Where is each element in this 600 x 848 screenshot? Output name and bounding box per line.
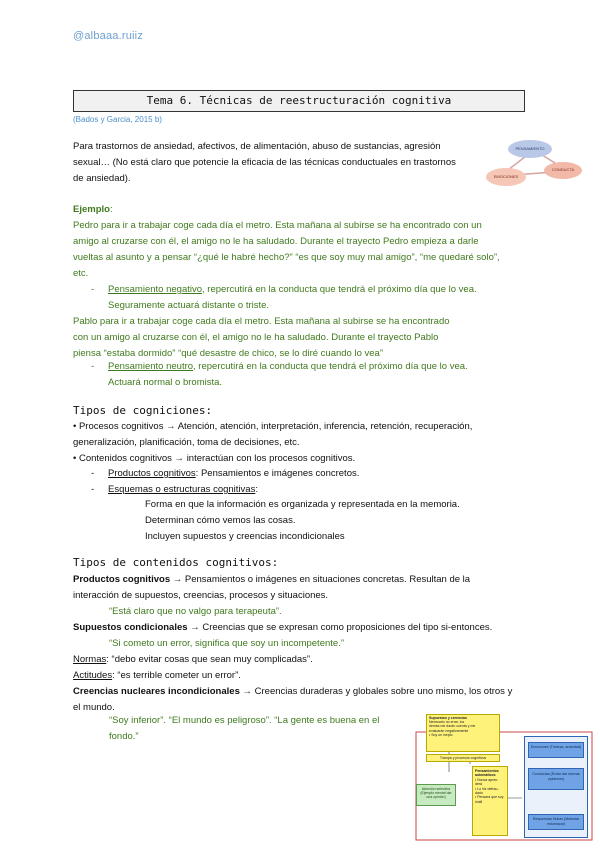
- example-label: Ejemplo: [73, 204, 110, 215]
- actitudes-text: : “es terrible cometer un error”.: [112, 670, 241, 681]
- sup-text: → Creencias que se expresan como proposiciones del tipo si-entonces.: [187, 622, 493, 633]
- neutral-text: , repercutirá en la conducta que tendrá el próximo día que lo vea.: [193, 361, 468, 372]
- pablo-paragraph: [73, 314, 450, 362]
- procesos-line: • Procesos cognitivos → Atención, atención, interpretación, inferencia, retención, recuperación,: [73, 421, 473, 432]
- negative-text: , repercutirá en la conducta que tendrá el próximo día que lo vea.: [202, 284, 477, 295]
- author-handle: @albaaa.ruiiz: [73, 30, 144, 42]
- node-pensamiento: PENSAMIENTO: [508, 140, 552, 158]
- supuestos-line: demás me darán cuenta y me: [429, 724, 476, 729]
- esquemas-label: Esquemas o estructuras cognitivas: [108, 484, 256, 495]
- esquemas-item: - Esquemas o estructuras cognitivas:: [91, 484, 258, 495]
- procesos-line-2: generalización, planificación, toma de decisiones, etc.: [73, 437, 300, 448]
- pensamientos-box: [472, 766, 508, 836]
- normas-label: Normas: [73, 654, 107, 665]
- esquemas-colon: :: [255, 484, 258, 495]
- node-conducta: CONDUCTA: [544, 162, 582, 179]
- neutral-thought: - Pensamiento neutro, repercutirá en la conducta que tendrá el próximo día que lo vea. Actuará normal o bromista.: [108, 359, 468, 391]
- normas-text: : “debo evitar cosas que sean muy complicadas”.: [106, 654, 313, 665]
- atencion-box: Atención selectiva (Ejemplo mental dar una opinión): [416, 784, 456, 806]
- trampa-box: Trampa y procesos cognitivos: [426, 754, 500, 762]
- creencias-text-2: el mundo.: [73, 702, 115, 713]
- supuestos-line: • Soy un inepto: [429, 732, 453, 737]
- negative-text-2: Seguramente actuará distante o triste.: [108, 300, 270, 311]
- actitudes-label: Actitudes: [73, 670, 113, 681]
- esquemas-detail: Forma en que la información es organizada y representada en la memoria.: [145, 499, 460, 510]
- creencias-text: → Creencias duraderas y globales sobre uno mismo, los otros y: [239, 686, 513, 697]
- pensamientos-line: • Nunca apren- derá: [475, 777, 499, 787]
- esquemas-detail: Determinan cómo vemos las cosas.: [145, 515, 296, 526]
- productos-label: Productos cognitivos: [108, 468, 196, 479]
- pedro-line: Pedro para ir a trabajar coge cada día el metro. Esta mañana al subirse se ha encontrado con un: [73, 220, 482, 231]
- esquemas-detail: Incluyen supuestos y creencias incondicionales: [145, 531, 345, 542]
- negative-label: Pensamiento negativo: [108, 284, 203, 295]
- tipos-cogniciones-list: [73, 419, 472, 467]
- supuestos-box: [426, 714, 500, 752]
- pedro-line: etc.: [73, 268, 89, 279]
- pablo-line: con un amigo al cruzarse con él, el amigo no le ha saludado. Durante el trayecto Pablo: [73, 332, 439, 343]
- sup-label: Supuestos condicionales: [73, 622, 188, 633]
- pablo-line: Pablo para ir a trabajar coge cada día el metro. Esta mañana al subirse se ha encontrado: [73, 316, 450, 327]
- intro-line: de ansiedad).: [73, 173, 131, 184]
- pensamientos-title: Pensamientos automáticos: [475, 769, 499, 778]
- node-emociones: EMOCIONES: [486, 168, 526, 186]
- intro-line: sexual… (No está claro que potencie la eficacia de las técnicas conductuales en trastornos: [73, 157, 456, 168]
- esquemas-details: [145, 497, 460, 545]
- negative-thought: - Pensamiento negativo, repercutirá en la conducta que tendrá el próximo día que lo vea. Seguramente actuará distante o triste.: [108, 282, 477, 314]
- conductas-box: Conductas (Evitar dar nuevas opiniones): [528, 768, 584, 790]
- pensamientos-line: • Pensará que soy inútil: [475, 795, 504, 804]
- prod-text: → Pensamientos o imágenes en situaciones concretas. Resultan de la: [170, 574, 471, 585]
- neutral-label: Pensamiento neutro: [108, 361, 194, 372]
- pensamientos-line: • Lo hiz defrau- dado: [475, 786, 499, 796]
- prod-example: “Está claro que no valgo para terapeuta”.: [109, 606, 282, 617]
- sup-example: “Si cometo un error, significa que soy un incompetente.”: [109, 638, 344, 649]
- prod-text-2: interacción de supuestos, creencias, procesos y situaciones.: [73, 590, 329, 601]
- creencias-example-line: “Soy inferior”. “El mundo es peligroso”. “La gente es buena en el: [109, 715, 380, 726]
- example-section: Ejemplo: Pedro para ir a trabajar coge cada día el metro. Esta mañana al subirse se ha encontrado con un amigo al cruzarse con él, el amigo no le ha saludado. Durante el trayecto Pedro empieza a darle vueltas al asunto y a pensar “¿qué le habré hecho?” “es que soy muy mal amigo”, “me quedaré solo”, etc.: [73, 202, 500, 282]
- intro-line: Para trastornos de ansiedad, afectivos, de alimentación, abuso de sustancias, agresión: [73, 141, 441, 152]
- creencias-example-line: fondo.”: [109, 731, 139, 742]
- tipos-cogniciones-heading: Tipos de cogniciones:: [73, 404, 213, 417]
- contenidos-line: • Contenidos cognitivos → interactúan con los procesos cognitivos.: [73, 453, 356, 464]
- prod-label: Productos cognitivos: [73, 574, 171, 585]
- pedro-line: amigo al cruzarse con él, el amigo no le ha saludado. Durante el trayecto Pedro empieza a darle: [73, 236, 479, 247]
- supuestos-line: evaluarán negativamente: [429, 728, 469, 733]
- intro-paragraph: [73, 139, 456, 187]
- fisicas-box: Respuestas físicas (Malestar estomacal): [528, 814, 584, 830]
- contenidos-section: [73, 572, 512, 716]
- productos-text: : Pensamientos e imágenes concretos.: [195, 468, 360, 479]
- emociones-box: Emociones (Tristeza, ansiedad): [528, 742, 584, 758]
- pablo-line: piensa “estaba dormido” “qué desastre de chico, se lo diré cuando lo vea”: [73, 348, 383, 359]
- supuestos-title: Supuestos y creencias: [429, 716, 467, 720]
- creencias-example: [109, 713, 379, 745]
- tipos-contenidos-heading: Tipos de contenidos cognitivos:: [73, 556, 279, 569]
- creencias-label: Creencias nucleares incondicionales: [73, 686, 240, 697]
- citation: (Bados y Garcia, 2015 b): [73, 115, 162, 124]
- productos-cognitivos-item: - Productos cognitivos: Pensamientos e imágenes concretos.: [91, 468, 360, 479]
- neutral-text-2: Actuará normal o bromista.: [108, 377, 223, 388]
- cycle-diagram: [486, 138, 582, 190]
- pedro-line: vueltas al asunto y a pensar “¿qué le habré hecho?” “es que soy muy mal amigo”, “me quedaré solo”,: [73, 252, 500, 263]
- page-title: Tema 6. Técnicas de reestructuración cognitiva: [73, 90, 525, 112]
- supuestos-line: Necesario no errar, los: [429, 720, 465, 725]
- cognitive-model-diagram: [412, 710, 596, 842]
